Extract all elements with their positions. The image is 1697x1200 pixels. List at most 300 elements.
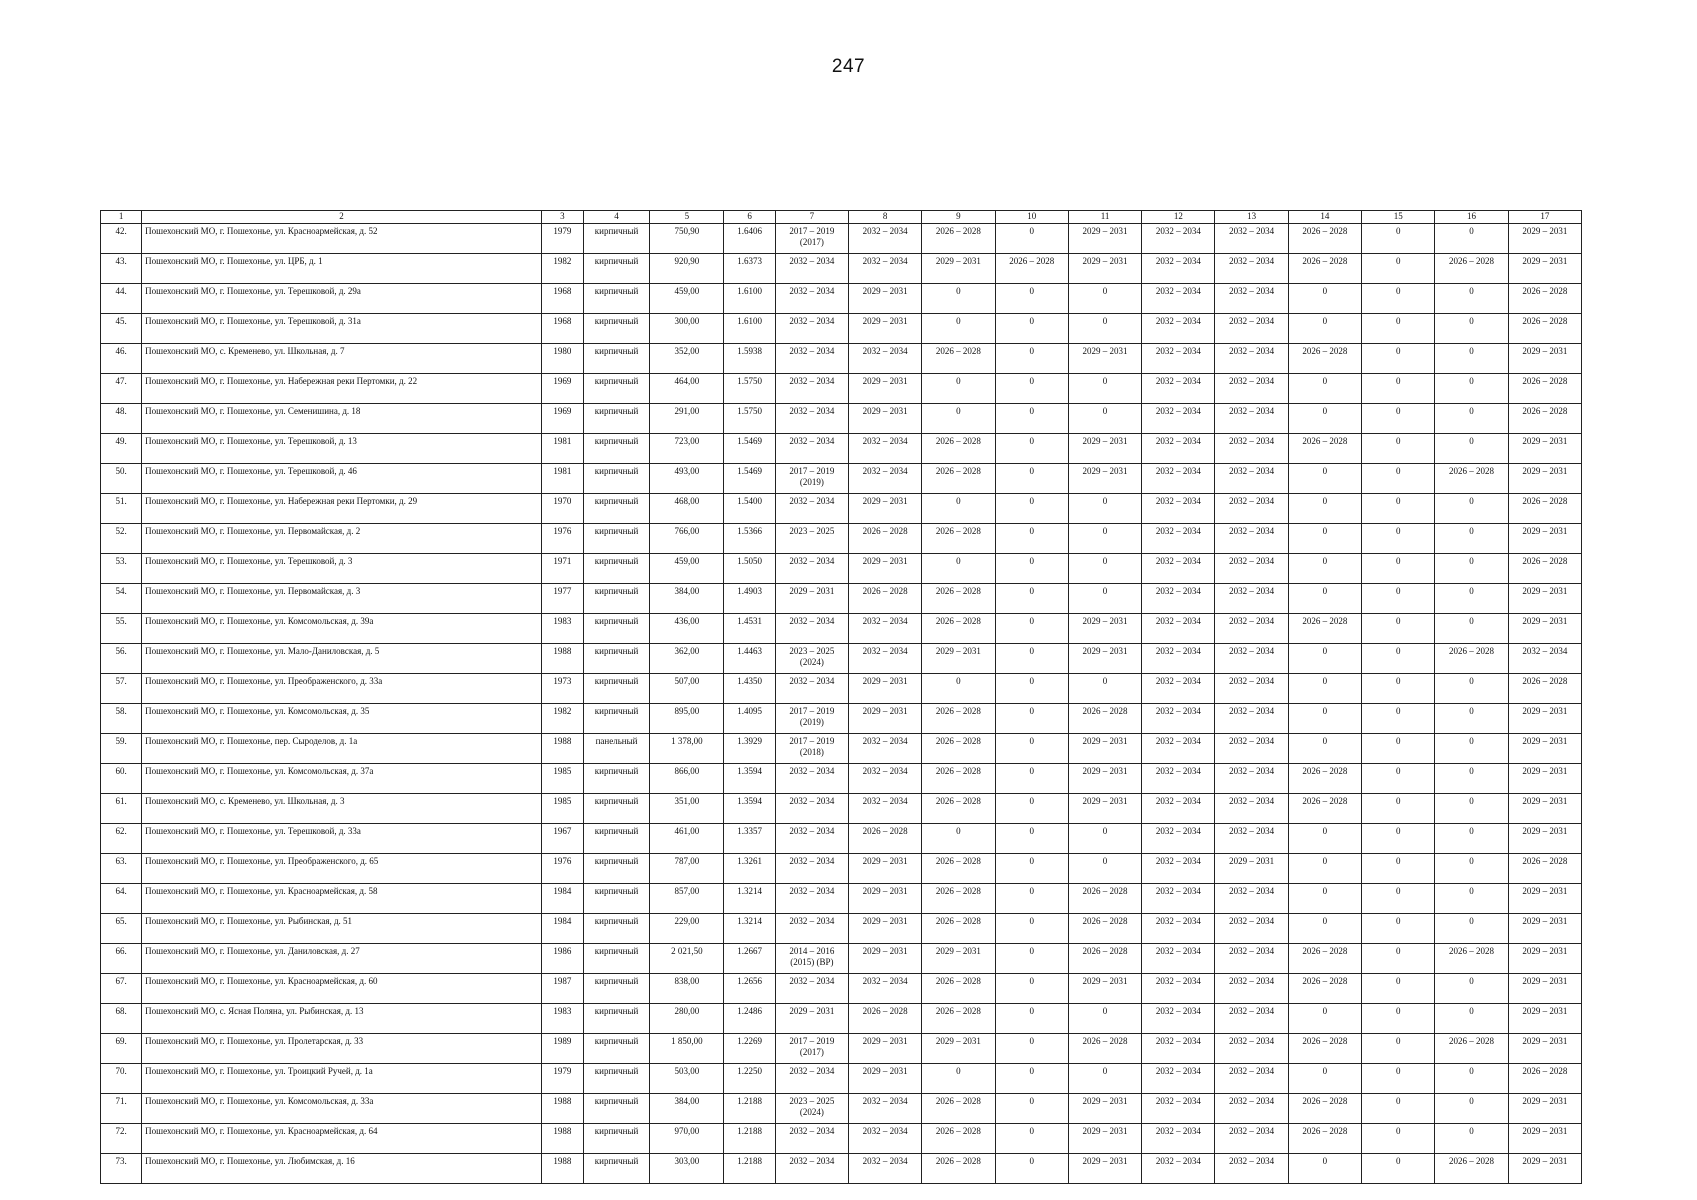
table-cell: 2029 – 2031 xyxy=(1508,794,1581,824)
table-cell: 1.4903 xyxy=(724,584,775,614)
table-cell: 2026 – 2028 xyxy=(1288,1034,1361,1064)
table-cell: 2023 – 2025 xyxy=(775,524,848,554)
table-cell: 2032 – 2034 xyxy=(1142,494,1215,524)
table-cell: 0 xyxy=(922,674,995,704)
table-cell: 0 xyxy=(995,824,1068,854)
table-cell: 2029 – 2031 xyxy=(848,674,921,704)
table-cell: 2032 – 2034 xyxy=(848,1124,921,1154)
table-row xyxy=(101,1004,1582,1034)
table-cell: 2029 – 2031 xyxy=(1508,824,1581,854)
table-cell: 2029 – 2031 xyxy=(848,944,921,974)
table-cell: 300,00 xyxy=(650,314,724,344)
address-cell: Пошехонский МО, г. Пошехонье, ул. Преображенского, д. 33а xyxy=(142,674,542,704)
table-cell: 2032 – 2034 xyxy=(1215,674,1288,704)
table-cell: 2029 – 2031 xyxy=(775,584,848,614)
table-cell: 2032 – 2034 xyxy=(1142,1154,1215,1184)
table-cell: 2032 – 2034 xyxy=(775,674,848,704)
table-cell: 2029 – 2031 xyxy=(1508,1094,1581,1124)
table-cell: 0 xyxy=(1435,284,1508,314)
table-cell: 0 xyxy=(1435,1004,1508,1034)
table-cell: 0 xyxy=(1288,914,1361,944)
table-cell: 2032 – 2034 xyxy=(1142,734,1215,764)
table-cell: кирпичный xyxy=(583,344,649,374)
table-cell: кирпичный xyxy=(583,404,649,434)
table-body xyxy=(101,224,1582,1184)
table-cell: 0 xyxy=(995,914,1068,944)
table-cell: 1983 xyxy=(541,1004,583,1034)
table-row xyxy=(101,704,1582,734)
address-cell: Пошехонский МО, г. Пошехонье, ул. Терешковой, д. 46 xyxy=(142,464,542,494)
table-cell: 2032 – 2034 xyxy=(1142,854,1215,884)
table-cell: 2026 – 2028 xyxy=(1508,554,1581,584)
table-cell: кирпичный xyxy=(583,824,649,854)
row-number-cell: 43. xyxy=(101,254,142,284)
table-cell: 0 xyxy=(995,734,1068,764)
table-row xyxy=(101,674,1582,704)
table-cell: 1983 xyxy=(541,614,583,644)
table-cell: 0 xyxy=(1288,464,1361,494)
table-cell: 1.5366 xyxy=(724,524,775,554)
table-cell: 0 xyxy=(1435,764,1508,794)
column-number-row xyxy=(101,211,1582,224)
column-number-8: 8 xyxy=(848,211,921,224)
table-cell: 2032 – 2034 xyxy=(1215,614,1288,644)
table-cell: 0 xyxy=(1435,734,1508,764)
table-cell: 493,00 xyxy=(650,464,724,494)
table-cell: 1979 xyxy=(541,224,583,254)
table-cell: 1 850,00 xyxy=(650,1034,724,1064)
table-cell: 2026 – 2028 xyxy=(1435,1034,1508,1064)
table-cell: 2032 – 2034 xyxy=(1215,1004,1288,1034)
table-cell: 303,00 xyxy=(650,1154,724,1184)
table-cell: 0 xyxy=(995,1034,1068,1064)
table-cell: 857,00 xyxy=(650,884,724,914)
table-cell: 2032 – 2034 xyxy=(775,284,848,314)
table-cell: 2032 – 2034 xyxy=(848,734,921,764)
table-cell: 2032 – 2034 xyxy=(775,974,848,1004)
address-cell: Пошехонский МО, г. Пошехонье, ул. Рыбинская, д. 51 xyxy=(142,914,542,944)
table-cell: 0 xyxy=(1288,584,1361,614)
table-cell: 1988 xyxy=(541,1094,583,1124)
table-cell: 1982 xyxy=(541,704,583,734)
table-cell: 2032 – 2034 xyxy=(1215,524,1288,554)
table-cell: 384,00 xyxy=(650,1094,724,1124)
column-number-15: 15 xyxy=(1362,211,1435,224)
table-row xyxy=(101,734,1582,764)
table-cell: 0 xyxy=(1288,404,1361,434)
table-cell: 2026 – 2028 xyxy=(1288,254,1361,284)
table-cell: 2032 – 2034 xyxy=(775,914,848,944)
table-cell: 2032 – 2034 xyxy=(775,494,848,524)
table-cell: 2032 – 2034 xyxy=(1215,464,1288,494)
table-cell: 0 xyxy=(995,464,1068,494)
table-cell: 2026 – 2028 xyxy=(848,584,921,614)
table-cell: 2029 – 2031 xyxy=(1068,764,1141,794)
table-cell: 0 xyxy=(1362,554,1435,584)
table-cell: 2032 – 2034 xyxy=(775,404,848,434)
table-cell: 0 xyxy=(1435,494,1508,524)
table-cell: 2032 – 2034 xyxy=(1142,704,1215,734)
table-cell: 2032 – 2034 xyxy=(1215,644,1288,674)
address-cell: Пошехонский МО, г. Пошехонье, ул. Терешковой, д. 31а xyxy=(142,314,542,344)
table-cell: 1981 xyxy=(541,464,583,494)
table-cell: 352,00 xyxy=(650,344,724,374)
address-cell: Пошехонский МО, г. Пошехонье, ул. Семенишина, д. 18 xyxy=(142,404,542,434)
table-cell: кирпичный xyxy=(583,1154,649,1184)
column-number-3: 3 xyxy=(541,211,583,224)
table-cell: кирпичный xyxy=(583,1034,649,1064)
table-cell: кирпичный xyxy=(583,464,649,494)
table-cell: 2029 – 2031 xyxy=(1508,434,1581,464)
table-cell: 1984 xyxy=(541,914,583,944)
table-cell: 0 xyxy=(1288,1154,1361,1184)
address-cell: Пошехонский МО, г. Пошехонье, ул. Красноармейская, д. 60 xyxy=(142,974,542,1004)
table-cell: 2026 – 2028 xyxy=(1435,1154,1508,1184)
table-cell: 2032 – 2034 xyxy=(1215,344,1288,374)
table-cell: 2032 – 2034 xyxy=(1142,404,1215,434)
table-cell: 2029 – 2031 xyxy=(848,284,921,314)
table-row xyxy=(101,434,1582,464)
table-cell: 2032 – 2034 xyxy=(1142,374,1215,404)
table-cell: 2032 – 2034 xyxy=(1142,674,1215,704)
table-cell: 2032 – 2034 xyxy=(848,434,921,464)
table-cell: 0 xyxy=(1288,674,1361,704)
table-cell: 0 xyxy=(1288,1064,1361,1094)
table-cell: 0 xyxy=(1435,224,1508,254)
table-cell: 1.2188 xyxy=(724,1124,775,1154)
table-cell: 0 xyxy=(922,824,995,854)
table-cell: 2029 – 2031 xyxy=(848,1034,921,1064)
table-cell: 0 xyxy=(1435,1124,1508,1154)
table-row xyxy=(101,854,1582,884)
table-cell: 2032 – 2034 xyxy=(1142,1094,1215,1124)
table-cell: 0 xyxy=(1435,794,1508,824)
table-cell: 1977 xyxy=(541,584,583,614)
table-cell: 2032 – 2034 xyxy=(1142,524,1215,554)
table-cell: 0 xyxy=(1362,734,1435,764)
table-cell: 0 xyxy=(1362,674,1435,704)
table-cell: 1.2188 xyxy=(724,1094,775,1124)
table-row xyxy=(101,914,1582,944)
table-cell: 0 xyxy=(922,554,995,584)
table-cell: 2032 – 2034 xyxy=(1508,644,1581,674)
table-cell: 2032 – 2034 xyxy=(1142,554,1215,584)
table-cell: 2029 – 2031 xyxy=(922,254,995,284)
table-cell: 468,00 xyxy=(650,494,724,524)
table-cell: 2026 – 2028 xyxy=(922,794,995,824)
table-cell: 2032 – 2034 xyxy=(1142,1004,1215,1034)
table-cell: 0 xyxy=(1435,584,1508,614)
table-cell: 787,00 xyxy=(650,854,724,884)
address-cell: Пошехонский МО, г. Пошехонье, ул. Комсомольская, д. 39а xyxy=(142,614,542,644)
table-cell: 920,90 xyxy=(650,254,724,284)
table-cell: 2023 – 2025 (2024) xyxy=(775,1094,848,1124)
table-cell: 2026 – 2028 xyxy=(922,854,995,884)
table-cell: 1980 xyxy=(541,344,583,374)
table-cell: 0 xyxy=(1362,404,1435,434)
table-cell: 0 xyxy=(1362,524,1435,554)
row-number-cell: 63. xyxy=(101,854,142,884)
table-cell: 0 xyxy=(995,644,1068,674)
table-cell: 1969 xyxy=(541,374,583,404)
table-row xyxy=(101,1154,1582,1184)
address-cell: Пошехонский МО, г. Пошехонье, ул. Первомайская, д. 3 xyxy=(142,584,542,614)
table-cell: 0 xyxy=(1435,854,1508,884)
table-cell: 0 xyxy=(922,404,995,434)
table-cell: 2026 – 2028 xyxy=(1508,374,1581,404)
table-cell: кирпичный xyxy=(583,854,649,884)
table-cell: кирпичный xyxy=(583,944,649,974)
table-cell: 1.6373 xyxy=(724,254,775,284)
table-cell: 0 xyxy=(1362,1124,1435,1154)
table-cell: 1967 xyxy=(541,824,583,854)
table-cell: 2026 – 2028 xyxy=(1288,944,1361,974)
table-cell: 2029 – 2031 xyxy=(1068,614,1141,644)
table-row xyxy=(101,944,1582,974)
table-cell: 0 xyxy=(995,344,1068,374)
table-row xyxy=(101,404,1582,434)
table-cell: 0 xyxy=(1068,524,1141,554)
table-cell: 0 xyxy=(1362,1094,1435,1124)
table-cell: 1.4531 xyxy=(724,614,775,644)
table-cell: 1988 xyxy=(541,1154,583,1184)
table-cell: 0 xyxy=(1362,1034,1435,1064)
table-cell: 0 xyxy=(1435,344,1508,374)
table-cell: 2032 – 2034 xyxy=(1142,614,1215,644)
table-cell: 0 xyxy=(995,704,1068,734)
table-cell: 2029 – 2031 xyxy=(848,494,921,524)
table-cell: 1988 xyxy=(541,734,583,764)
row-number-cell: 51. xyxy=(101,494,142,524)
table-cell: 2032 – 2034 xyxy=(775,1154,848,1184)
table-cell: 0 xyxy=(1068,674,1141,704)
table-cell: 0 xyxy=(1362,434,1435,464)
table-cell: 2029 – 2031 xyxy=(1508,884,1581,914)
table-cell: 2026 – 2028 xyxy=(1288,794,1361,824)
row-number-cell: 67. xyxy=(101,974,142,1004)
table-cell: 2032 – 2034 xyxy=(1142,584,1215,614)
table-cell: 2026 – 2028 xyxy=(1288,974,1361,1004)
table-cell: 1987 xyxy=(541,974,583,1004)
table-cell: 0 xyxy=(1362,224,1435,254)
table-cell: 0 xyxy=(1362,1154,1435,1184)
table-cell: 2032 – 2034 xyxy=(848,974,921,1004)
table-cell: 0 xyxy=(922,494,995,524)
row-number-cell: 70. xyxy=(101,1064,142,1094)
row-number-cell: 44. xyxy=(101,284,142,314)
table-cell: 2032 – 2034 xyxy=(1215,974,1288,1004)
table-cell: 1.2269 xyxy=(724,1034,775,1064)
row-number-cell: 57. xyxy=(101,674,142,704)
table-cell: 2029 – 2031 xyxy=(1508,1004,1581,1034)
table-cell: 2032 – 2034 xyxy=(1215,794,1288,824)
table-cell: 2026 – 2028 xyxy=(922,524,995,554)
table-cell: 0 xyxy=(1362,884,1435,914)
table-cell: 0 xyxy=(1362,344,1435,374)
table-cell: кирпичный xyxy=(583,914,649,944)
table-cell: 2032 – 2034 xyxy=(775,854,848,884)
table-cell: кирпичный xyxy=(583,374,649,404)
table-cell: 2026 – 2028 xyxy=(922,1154,995,1184)
row-number-cell: 55. xyxy=(101,614,142,644)
row-number-cell: 52. xyxy=(101,524,142,554)
table-cell: кирпичный xyxy=(583,674,649,704)
table-cell: 2032 – 2034 xyxy=(1215,1094,1288,1124)
table-cell: 2029 – 2031 xyxy=(1508,614,1581,644)
table-cell: 0 xyxy=(1068,554,1141,584)
address-cell: Пошехонский МО, г. Пошехонье, ул. Первомайская, д. 2 xyxy=(142,524,542,554)
table-cell: 0 xyxy=(1362,254,1435,284)
table-cell: 2029 – 2031 xyxy=(1508,764,1581,794)
table-cell: 1.3594 xyxy=(724,764,775,794)
row-number-cell: 42. xyxy=(101,224,142,254)
table-cell: 2032 – 2034 xyxy=(775,254,848,284)
table-cell: 838,00 xyxy=(650,974,724,1004)
table-cell: 2029 – 2031 xyxy=(1508,944,1581,974)
table-cell: 1985 xyxy=(541,764,583,794)
table-cell: 2032 – 2034 xyxy=(1142,914,1215,944)
column-number-9: 9 xyxy=(922,211,995,224)
table-cell: 0 xyxy=(995,584,1068,614)
table-cell: 2032 – 2034 xyxy=(1215,584,1288,614)
table-cell: 229,00 xyxy=(650,914,724,944)
table-cell: 2029 – 2031 xyxy=(1068,1154,1141,1184)
table-cell: 2026 – 2028 xyxy=(922,1004,995,1034)
table-cell: 2029 – 2031 xyxy=(1508,1124,1581,1154)
table-cell: 2032 – 2034 xyxy=(848,644,921,674)
table-cell: 2029 – 2031 xyxy=(1068,1124,1141,1154)
row-number-cell: 50. xyxy=(101,464,142,494)
table-cell: 1973 xyxy=(541,674,583,704)
table-cell: 0 xyxy=(1362,374,1435,404)
table-row xyxy=(101,884,1582,914)
table-cell: 0 xyxy=(922,374,995,404)
row-number-cell: 56. xyxy=(101,644,142,674)
table-row xyxy=(101,1034,1582,1064)
table-row xyxy=(101,464,1582,494)
table-cell: 1.3357 xyxy=(724,824,775,854)
table-cell: 0 xyxy=(1362,704,1435,734)
table-cell: 2032 – 2034 xyxy=(1215,764,1288,794)
row-number-cell: 54. xyxy=(101,584,142,614)
table-cell: 2026 – 2028 xyxy=(1288,434,1361,464)
table-cell: кирпичный xyxy=(583,644,649,674)
column-number-13: 13 xyxy=(1215,211,1288,224)
table-cell: 1969 xyxy=(541,404,583,434)
row-number-cell: 65. xyxy=(101,914,142,944)
table-cell: 2026 – 2028 xyxy=(1068,944,1141,974)
table-cell: 2032 – 2034 xyxy=(848,254,921,284)
table-cell: 0 xyxy=(1362,944,1435,974)
table-cell: 1.3214 xyxy=(724,914,775,944)
housing-registry-table xyxy=(100,210,1582,1184)
table-cell: 2026 – 2028 xyxy=(1508,854,1581,884)
table-cell: 2032 – 2034 xyxy=(775,434,848,464)
table-cell: 0 xyxy=(1362,974,1435,1004)
row-number-cell: 61. xyxy=(101,794,142,824)
table-cell: 0 xyxy=(1288,494,1361,524)
table-cell: 0 xyxy=(1435,554,1508,584)
table-row xyxy=(101,824,1582,854)
table-cell: 0 xyxy=(1435,404,1508,434)
table-cell: 0 xyxy=(1362,854,1435,884)
table-cell: 2026 – 2028 xyxy=(922,974,995,1004)
address-cell: Пошехонский МО, г. Пошехонье, ул. Даниловская, д. 27 xyxy=(142,944,542,974)
table-cell: 2032 – 2034 xyxy=(1215,314,1288,344)
column-number-7: 7 xyxy=(775,211,848,224)
table-cell: 895,00 xyxy=(650,704,724,734)
table-cell: 2032 – 2034 xyxy=(1215,944,1288,974)
column-number-2: 2 xyxy=(142,211,542,224)
table-cell: кирпичный xyxy=(583,764,649,794)
table-cell: 2029 – 2031 xyxy=(1068,734,1141,764)
table-cell: 2032 – 2034 xyxy=(1215,374,1288,404)
table-cell: 2017 – 2019 (2018) xyxy=(775,734,848,764)
address-cell: Пошехонский МО, г. Пошехонье, ул. Комсомольская, д. 33а xyxy=(142,1094,542,1124)
table-cell: 2 021,50 xyxy=(650,944,724,974)
table-row xyxy=(101,584,1582,614)
table-cell: 507,00 xyxy=(650,674,724,704)
table-cell: 0 xyxy=(1288,284,1361,314)
table-cell: 0 xyxy=(995,1004,1068,1034)
table-cell: 1976 xyxy=(541,524,583,554)
address-cell: Пошехонский МО, г. Пошехонье, ул. Красноармейская, д. 52 xyxy=(142,224,542,254)
address-cell: Пошехонский МО, г. Пошехонье, ул. Пролетарская, д. 33 xyxy=(142,1034,542,1064)
table-row xyxy=(101,494,1582,524)
column-number-6: 6 xyxy=(724,211,775,224)
table-cell: 1.6100 xyxy=(724,284,775,314)
address-cell: Пошехонский МО, г. Пошехонье, ул. Терешковой, д. 33а xyxy=(142,824,542,854)
table-cell: 2032 – 2034 xyxy=(1142,1064,1215,1094)
address-cell: Пошехонский МО, г. Пошехонье, ул. Любимская, д. 16 xyxy=(142,1154,542,1184)
table-cell: 2029 – 2031 xyxy=(1508,914,1581,944)
table-cell: кирпичный xyxy=(583,1124,649,1154)
table-cell: 2032 – 2034 xyxy=(1215,884,1288,914)
table-cell: 2032 – 2034 xyxy=(775,794,848,824)
table-cell: 0 xyxy=(1068,494,1141,524)
table-cell: 1984 xyxy=(541,884,583,914)
table-cell: 0 xyxy=(1288,734,1361,764)
page-number: 247 xyxy=(831,56,866,77)
table-row xyxy=(101,554,1582,584)
table-cell: 0 xyxy=(1362,494,1435,524)
address-cell: Пошехонский МО, с. Кременево, ул. Школьная, д. 7 xyxy=(142,344,542,374)
table-cell: 1.2486 xyxy=(724,1004,775,1034)
table-cell: 2026 – 2028 xyxy=(922,914,995,944)
row-number-cell: 59. xyxy=(101,734,142,764)
table-cell: 2029 – 2031 xyxy=(848,314,921,344)
table-cell: 2029 – 2031 xyxy=(1508,224,1581,254)
table-cell: 2032 – 2034 xyxy=(1142,974,1215,1004)
table-cell: 2032 – 2034 xyxy=(1142,1124,1215,1154)
table-cell: кирпичный xyxy=(583,1004,649,1034)
table-cell: 2032 – 2034 xyxy=(1142,344,1215,374)
table-cell: 0 xyxy=(1068,854,1141,884)
table-cell: 0 xyxy=(995,884,1068,914)
table-cell: 723,00 xyxy=(650,434,724,464)
table-cell: 2026 – 2028 xyxy=(922,344,995,374)
table-cell: 2029 – 2031 xyxy=(848,374,921,404)
table-cell: 1970 xyxy=(541,494,583,524)
table-cell: 0 xyxy=(1288,824,1361,854)
table-cell: 2032 – 2034 xyxy=(1142,824,1215,854)
table-cell: 2026 – 2028 xyxy=(922,434,995,464)
table-cell: 0 xyxy=(1435,824,1508,854)
table-cell: 0 xyxy=(995,794,1068,824)
table-row xyxy=(101,524,1582,554)
row-number-cell: 72. xyxy=(101,1124,142,1154)
column-number-4: 4 xyxy=(583,211,649,224)
